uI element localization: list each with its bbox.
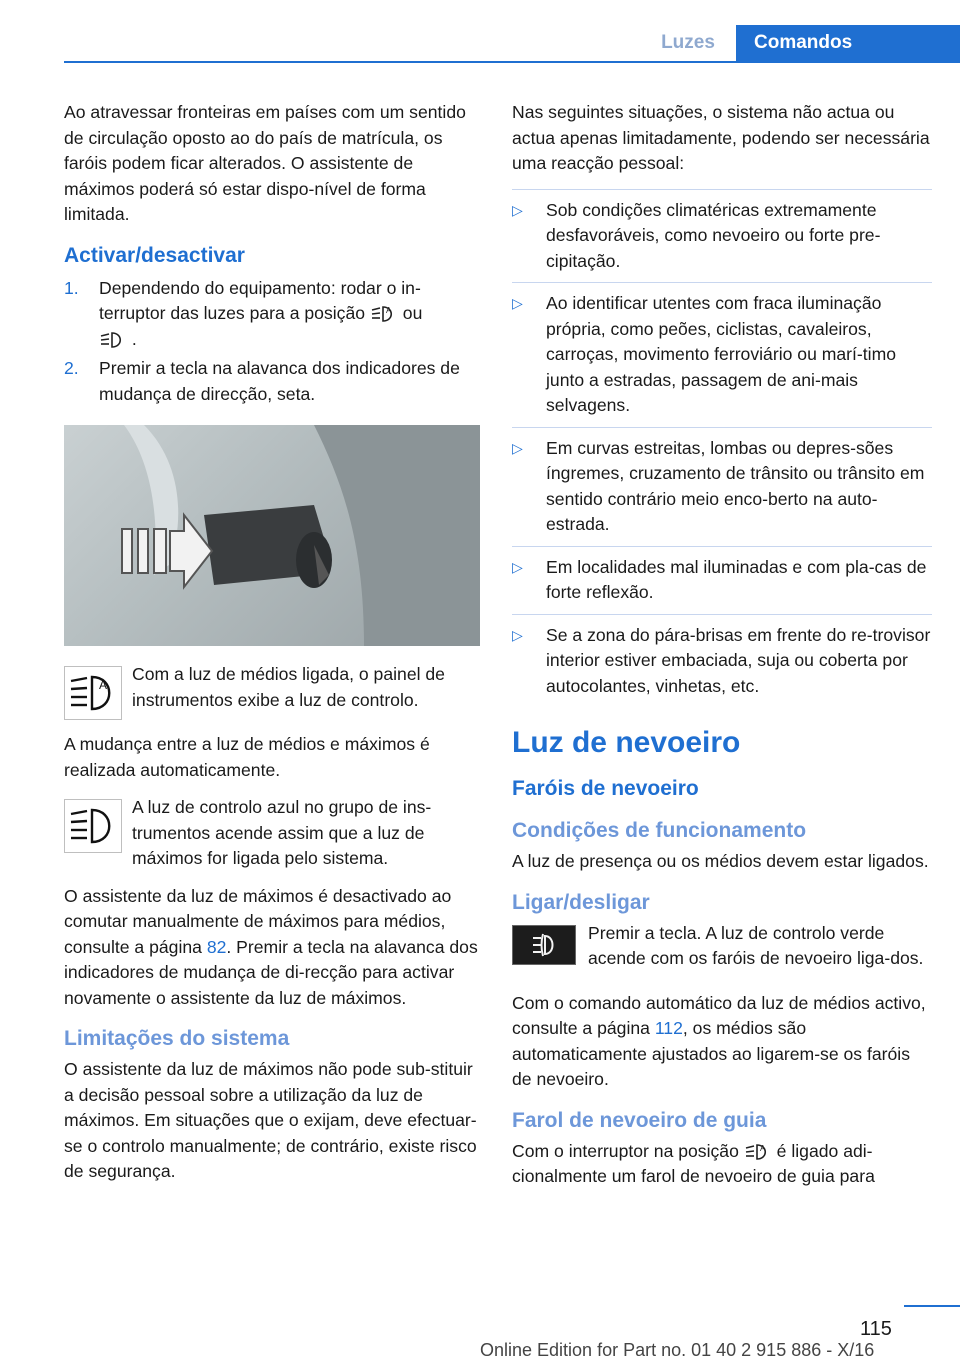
indicator-2-text: A luz de controlo azul no grupo de ins-trumentos acende assim que a luz de máximos for ligada pelo sistema. [132,797,432,868]
list-item [512,623,932,700]
bullet-arrow-icon: ▷ [512,558,523,575]
desactivar-paragraph [64,884,482,1012]
bullet-divider [512,282,932,283]
heading-condicoes: Condições de funcionamento [512,819,807,842]
step-2 [64,356,482,407]
bullet-text: Em curvas estreitas, lombas ou depres-sões íngremes, cruzamento de trânsito ou trânsito em sentido contrário meio enco-berto na auto-estrada. [546,437,925,534]
limitacoes-paragraph: O assistente da luz de máximos não pode sub-stituir a decisão pessoal sobre a utilização da luz de máximos. Em situações que o exijam, deve efectuar-se o controlo manualmente; de contrário, existe risco de segurança. [64,1059,477,1181]
bullet-divider [512,614,932,615]
page-link-82[interactable]: 82 [206,936,227,957]
list-item [512,436,932,538]
step-2-number: 2. [64,358,79,378]
bullet-text: Se a zona do pára-brisas em frente do re-trovisor interior estiver embaciada, suja ou coberta por autocolantes, vinhetas, etc. [546,624,931,696]
list-item [512,198,932,275]
svg-text:A: A [385,306,392,316]
heading-limitacoes: Limitações do sistema [64,1027,290,1050]
condicoes-paragraph: A luz de presença ou os médios devem estar ligados. [512,851,929,871]
heading-ligar: Ligar/desligar [512,890,650,914]
stalk-illustration [64,425,480,646]
bullet-text: Sob condições climatéricas extremamente desfavoráveis, como nevoeiro ou forte pre-cipitação. [546,199,881,271]
high-beam-icon [99,329,127,351]
heading-luz-nevoeiro: Luz de nevoeiro [512,726,741,759]
heading-activar: Activar/desactivar [64,243,245,267]
auto-high-beam-icon [744,1141,772,1163]
right-column [512,100,932,1202]
step-1-number: 1. [64,277,79,298]
indicator-1-text: Com a luz de médios ligada, o painel de instrumentos exibe a luz de controlo. [132,664,445,710]
guia-text-b: é ligado adi-cionalmente um farol de nevoeiro de guia para [512,1140,875,1186]
step-1-text: Dependendo do equipamento: rodar o in-terruptor das luzes para a posição [99,277,421,323]
heading-farois-nevoeiro: Faróis de nevoeiro [512,777,699,800]
bullet-text: Em localidades mal iluminadas e com pla-cas de forte reflexão. [546,556,927,602]
step-1-end: . [131,328,137,349]
ligar-text: Premir a tecla. A luz de controlo verde acende com os faróis de nevoeiro liga-dos. [588,922,924,968]
page-number: 115 [860,1318,892,1340]
guia-paragraph [512,1139,932,1190]
heading-farol-guia: Farol de nevoeiro de guia [512,1108,767,1132]
bullet-arrow-icon: ▷ [512,626,523,643]
fog-light-button-icon [512,925,576,965]
edition-note: Online Edition for Part no. 01 40 2 915 886 - X/16 [480,1340,875,1360]
bullet-text: Ao identificar utentes com fraca iluminação própria, como peões, ciclistas, cavaleiros, carroças, movimento ferroviário ou marí-timo junto a estradas, passagem de ani-mais selvagens. [546,293,897,415]
header-tab-luzes[interactable]: Luzes [661,32,715,53]
bullet-divider [512,427,932,428]
auto-paragraph [512,991,932,1093]
header-rule [64,61,960,63]
auto-high-beam-icon [370,303,398,325]
fog-button-row [512,921,932,979]
desactivar-text-b: . Premir a tecla na alavanca dos indicadores de mudança de di-recção para activar novamente o assistente da luz de máximos. [64,936,478,1008]
step-1-or: ou [402,303,423,323]
bullet-divider [512,189,932,190]
indicator-row-1 [64,662,482,720]
indicator-row-2 [64,795,482,872]
auto-high-beam-indicator-icon [64,666,122,720]
bullet-arrow-icon: ▷ [512,439,523,456]
step-2-text: Premir a tecla na alavanca dos indicadores de mudança de direcção, seta. [99,358,460,404]
intro-paragraph: Ao atravessar fronteiras em países com um sentido de circulação oposto ao do país de matrícula, os faróis podem ficar alterados. O assistente de máximos poderá só estar dispo-nível de forma limitada. [64,102,466,224]
guia-text-a: Com o interruptor na posição [512,1140,739,1161]
step-1 [64,276,482,353]
list-item [512,555,932,606]
page-link-112[interactable]: 112 [654,1018,683,1038]
bullet-arrow-icon: ▷ [512,201,523,218]
svg-text:A: A [759,1143,766,1153]
auto-text-a: Com o comando automático da luz de médios activo, consulte a página [512,992,926,1038]
bullet-arrow-icon: ▷ [512,295,523,311]
stalk-photo [64,425,480,646]
header-tab-comandos[interactable]: Comandos [736,25,960,61]
desactivar-text-a: O assistente da luz de máximos é desactivado ao comutar manualmente de máximos para médios, consulte a página [64,885,452,957]
svg-text:A: A [99,678,108,692]
footer-rule [904,1305,960,1307]
mudanca-paragraph: A mudança entre a luz de médios e máximos é realizada automaticamente. [64,734,430,780]
situacoes-paragraph: Nas seguintes situações, o sistema não actua ou actua apenas limitadamente, podendo ser necessária uma reacção pessoal: [512,102,930,173]
high-beam-indicator-icon [64,799,122,853]
auto-text-b: , os médios são automaticamente ajustados ao ligarem-se os faróis de nevoeiro. [512,1018,911,1089]
bullet-divider [512,546,932,547]
list-item [512,291,932,419]
left-column [64,100,482,1197]
